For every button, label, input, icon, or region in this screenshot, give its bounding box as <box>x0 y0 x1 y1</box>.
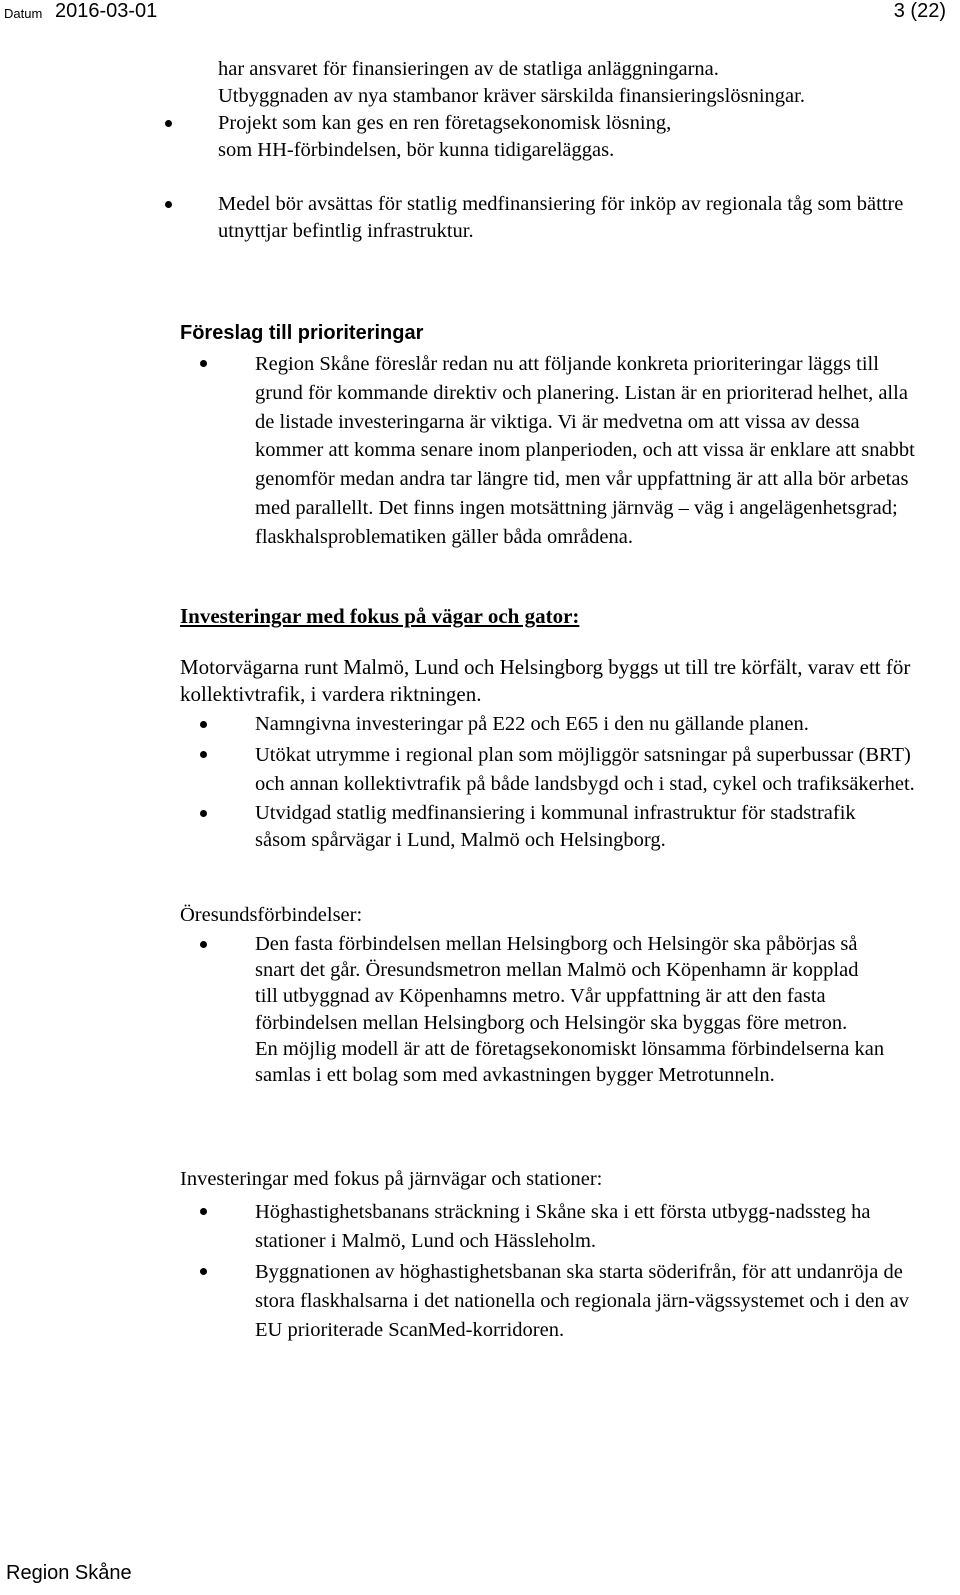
list-item: Utökat utrymme i regional plan som möjliggör satsningar på superbussar (BRT) och annan kollektivtrafik på både landsbygd och i stad, cykel och trafiksäkerhet. <box>255 741 940 799</box>
list-item: Utvidgad statlig medfinansiering i kommunal infrastruktur för stadstrafik såsom spårvägar i Lund, Malmö och Helsingborg. <box>255 800 895 854</box>
intro-continued-text: har ansvaret för finansieringen av de statliga anläggningarna. Utbyggnaden av nya stambanor kräver särskilda finansieringslösningar. <box>218 58 805 107</box>
header-date-label: Datum <box>4 6 43 21</box>
list-item: Projekt som kan ges en ren företagsekonomisk lösning, som HH-förbindelsen, bör kunna tidigareläggas. <box>218 110 708 164</box>
priorities-section <box>180 320 940 552</box>
bullet-icon <box>200 751 207 758</box>
footer-organization: Region Skåne <box>6 1562 132 1584</box>
list-item: Region Skåne föreslår redan nu att följande konkreta prioriteringar läggs till grund för kommande direktiv och planering. Listan är en prioriterad helhet, alla de listade investeringarna är viktiga. Vi är medvetna om att vissa av dessa kommer att komma senare inom planperioden, och att vissa är enklare att snabbt genomför medan andra tar längre tid, men vår uppfattning är att alla bör arbetas med parallellt. Det finns ingen motsättning järnväg – väg i angelägenhetsgrad; flaskhalsproblematiken gäller båda områdena. <box>255 350 927 552</box>
list-item: Höghastighetsbanans sträckning i Skåne ska i ett första utbygg-nadssteg ha stationer i Malmö, Lund och Hässleholm. <box>255 1198 895 1256</box>
list-item: Namngivna investeringar på E22 och E65 i den nu gällande planen. <box>255 711 940 738</box>
bullet-icon <box>165 201 172 208</box>
priorities-heading: Föreslag till prioriteringar <box>180 322 424 344</box>
rail-section <box>180 1166 940 1345</box>
oresund-bullet-list <box>255 931 935 1088</box>
rail-heading: Investeringar med fokus på järnvägar och stationer: <box>180 1168 603 1190</box>
roads-section <box>180 603 940 854</box>
bullet-icon <box>200 360 207 367</box>
roads-bullet-list <box>255 711 940 854</box>
list-item: Medel bör avsättas för statlig medfinansiering för inköp av regionala tåg som bättre utnyttjar befintlig infrastruktur. <box>218 191 953 245</box>
intro-bullet-list <box>218 110 953 245</box>
roads-intro-text: Motorvägarna runt Malmö, Lund och Helsingborg byggs ut till tre körfält, varav ett för kollektivtrafik, i vardera riktningen. <box>180 655 911 706</box>
rail-bullet-list <box>255 1198 910 1345</box>
page-number: 3 (22) <box>893 0 946 22</box>
oresund-section <box>180 902 940 1088</box>
header-date: 2016-03-01 <box>55 0 158 22</box>
roads-heading: Investeringar med fokus på vägar och gator: <box>180 604 580 628</box>
list-item: Den fasta förbindelsen mellan Helsingborg och Helsingör ska påbörjas så snart det går. Öresundsmetron mellan Malmö och Köpenhamn är kopplad till utbyggnad av Köpenhamns metro. Vår uppfattning är att den fasta förbindelsen mellan Helsingborg och Helsingör ska byggas före metron. En möjlig modell är att de företagsekonomiskt lönsamma förbindelserna kan samlas i ett bolag som med avkastningen bygger Metrotunneln. <box>255 931 880 1088</box>
bullet-icon <box>165 120 172 127</box>
intro-section <box>218 56 953 245</box>
priorities-bullet-list <box>255 350 927 552</box>
bullet-icon <box>200 810 207 817</box>
oresund-extra-text: En möjlig modell är att de företagsekonomiskt lönsamma förbindelserna kan samlas i ett bolag som med avkastningen bygger Metrotunneln. <box>255 1037 885 1087</box>
list-item: Byggnationen av höghastighetsbanan ska starta söderifrån, för att undanröja de stora flaskhalsarna i det nationella och regionala järn-vägssystemet och i den av EU prioriterade ScanMed-korridoren. <box>255 1258 915 1345</box>
bullet-icon <box>200 1208 207 1215</box>
oresund-heading: Öresundsförbindelser: <box>180 904 363 926</box>
bullet-icon <box>200 1268 207 1275</box>
bullet-icon <box>200 941 207 948</box>
bullet-icon <box>200 721 207 728</box>
